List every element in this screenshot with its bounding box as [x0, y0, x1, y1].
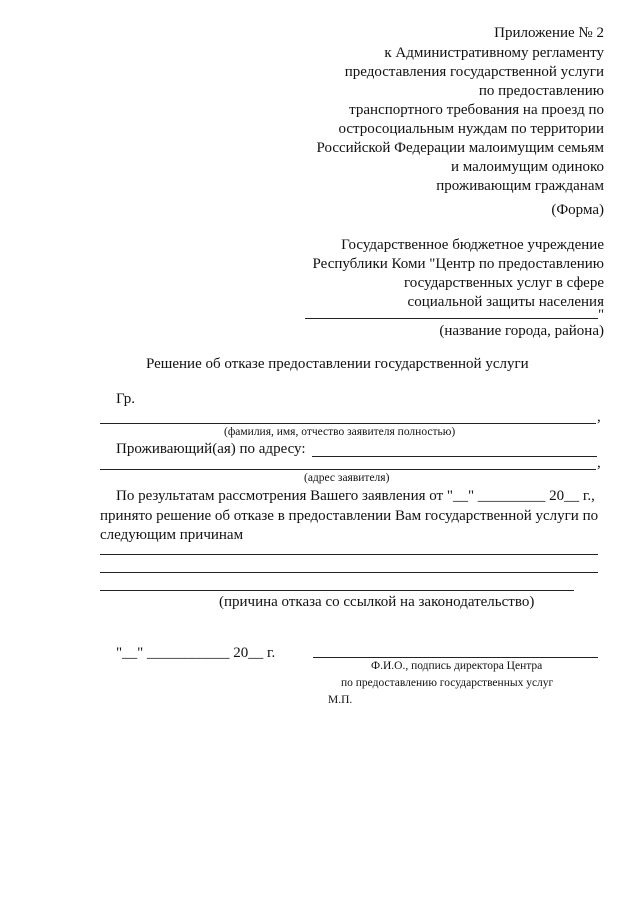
institution-line: Государственное бюджетное учреждение	[341, 237, 604, 253]
appendix-line: транспортного требования на проезд по	[349, 102, 604, 118]
seal-label: М.П.	[328, 694, 353, 706]
signature-line[interactable]	[313, 657, 598, 658]
appendix-line: проживающим гражданам	[436, 178, 604, 194]
comma: ,	[597, 455, 601, 471]
quote-mark: "	[598, 307, 605, 323]
appendix-line: предоставления государственной услуги	[344, 64, 604, 80]
reason-line-1[interactable]	[100, 554, 598, 555]
reason-line-2[interactable]	[100, 572, 598, 573]
reason-caption: (причина отказа со ссылкой на законодательство)	[219, 594, 535, 610]
date-field[interactable]: "__" ___________ 20__ г.	[116, 645, 276, 661]
document-title: Решение об отказе предоставлении государственной услуги	[146, 356, 529, 372]
result-line-3: следующим причинам	[100, 527, 244, 543]
appendix-line: Российской Федерации малоимущим семьям	[316, 140, 604, 156]
result-line-1: По результатам рассмотрения Вашего заявления от "__" _________ 20__ г.,	[116, 488, 595, 504]
residing-label: Проживающий(ая) по адресу:	[116, 441, 306, 457]
appendix-number: Приложение № 2	[494, 25, 604, 41]
appendix-line: к Административному регламенту	[384, 45, 604, 61]
institution-line: социальной защиты населения	[407, 294, 604, 310]
address-line-2[interactable]	[100, 469, 596, 470]
institution-line: государственных услуг в сфере	[404, 275, 604, 291]
appendix-line: по предоставлению	[478, 83, 604, 99]
address-line-1[interactable]	[312, 456, 597, 457]
citizen-label: Гр.	[116, 391, 135, 407]
city-caption: (название города, района)	[439, 323, 604, 339]
form-label: (Форма)	[551, 202, 604, 218]
city-input-line[interactable]	[305, 318, 598, 319]
address-caption: (адрес заявителя)	[304, 472, 390, 484]
appendix-line: остросоциальным нуждам по территории	[338, 121, 604, 137]
name-caption: (фамилия, имя, отчество заявителя полностью)	[224, 426, 456, 438]
reason-line-3[interactable]	[100, 590, 574, 591]
result-line-2: принято решение об отказе в предоставлении Вам государственной услуги по	[100, 508, 599, 524]
citizen-name-line[interactable]	[100, 423, 596, 424]
signature-caption: по предоставлению государственных услуг	[341, 677, 554, 689]
institution-line: Республики Коми "Центр по предоставлению	[312, 256, 604, 272]
comma: ,	[597, 409, 601, 425]
appendix-line: и малоимущим одиноко	[450, 159, 604, 175]
signature-caption: Ф.И.О., подпись директора Центра	[371, 660, 543, 672]
